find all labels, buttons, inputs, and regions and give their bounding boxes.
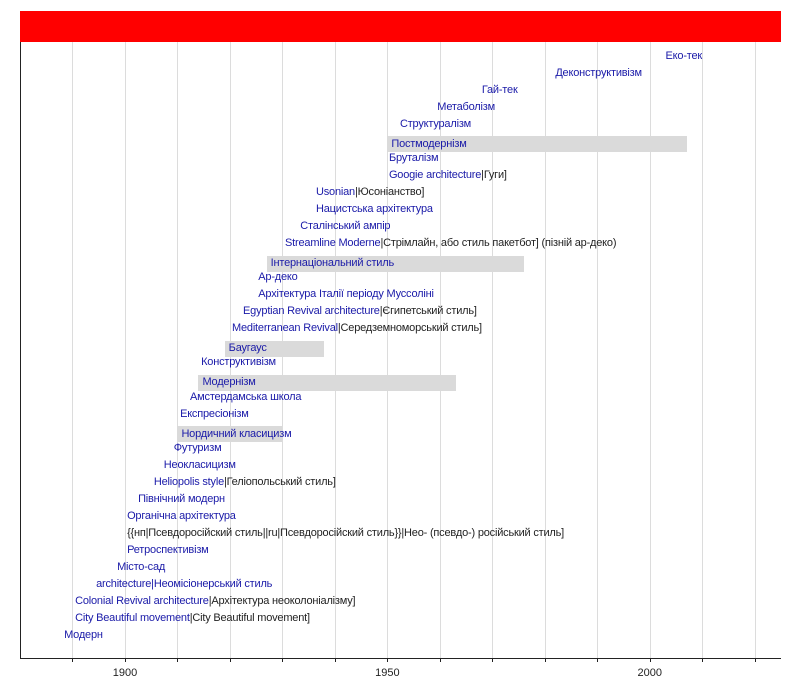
timeline-label: [300, 220, 390, 233]
style-link[interactable]: Egyptian Revival architecture: [243, 305, 380, 318]
style-link[interactable]: Інтернаціональний стиль: [270, 257, 394, 270]
timeline-label: [96, 578, 272, 591]
style-label-suffix: |Геліопольський стиль]: [224, 475, 336, 488]
style-link[interactable]: Нордичний класицизм: [181, 427, 292, 440]
tick-1960: [440, 658, 441, 662]
timeline-label: [437, 101, 495, 114]
tick-1990: [597, 658, 598, 662]
style-link[interactable]: Еко-тек: [665, 49, 703, 62]
style-link[interactable]: Конструктивізм: [201, 356, 276, 369]
tick-label-2000: 2000: [637, 667, 663, 679]
style-link[interactable]: Mediterranean Revival: [232, 322, 338, 335]
x-axis-line: [20, 658, 781, 659]
style-link[interactable]: Гай-тек: [481, 83, 518, 96]
timeline-label: [164, 459, 236, 472]
style-label-suffix: {{нп|Псевдоросійский стиль||ru|Псевдоросійский стиль}}|Нео- (псевдо-) російський стиль]: [127, 526, 565, 539]
style-link[interactable]: Ар-деко: [258, 271, 298, 284]
timeline-label: [389, 152, 438, 165]
tick-label-1950: 1950: [375, 667, 400, 679]
timeline-label: [271, 257, 394, 270]
timeline-label: [127, 544, 208, 557]
style-link[interactable]: Нацистська архітектура: [316, 202, 433, 215]
timeline-label: [229, 342, 267, 355]
timeline-label: [232, 322, 482, 335]
style-link[interactable]: Північний модерн: [138, 492, 225, 505]
style-link[interactable]: Heliopolis style: [153, 475, 224, 488]
timeline-label: [555, 67, 642, 80]
gridline-2020: [755, 42, 756, 658]
style-link[interactable]: Метаболізм: [437, 100, 495, 113]
gridline-1910: [177, 42, 178, 658]
style-link[interactable]: Colonial Revival architecture: [75, 595, 209, 608]
timeline-label: [316, 203, 433, 216]
tick-label-1900: 1900: [112, 667, 138, 679]
gridline-2000: [650, 42, 651, 658]
gridline-1940: [335, 42, 336, 658]
style-link[interactable]: Постмодернізм: [391, 137, 467, 150]
timeline-label: [127, 527, 564, 540]
tick-1900: [125, 658, 126, 662]
gridline-1890: [72, 42, 73, 658]
style-link[interactable]: architecture|Неомісіонерський стиль: [96, 578, 273, 591]
timeline-label: [127, 510, 236, 523]
style-link[interactable]: Usonian: [316, 185, 355, 198]
style-label-suffix: |Архітектура неоколоніалізму]: [208, 595, 356, 608]
gridline-1970: [492, 42, 493, 658]
timeline-label: [285, 237, 616, 250]
style-link[interactable]: Модерн: [64, 629, 103, 642]
timeline-label: [316, 186, 424, 199]
timeline-label: [666, 50, 703, 63]
style-link[interactable]: Експресіонізм: [180, 407, 249, 420]
tick-1890: [72, 658, 73, 662]
timeline-label: [180, 408, 249, 421]
style-label-suffix: |Єгипетський стиль]: [379, 305, 477, 318]
timeline-label: [64, 629, 103, 642]
style-link[interactable]: Структуралізм: [399, 117, 472, 130]
style-link[interactable]: City Beautiful movement: [75, 612, 190, 625]
timeline-label: [258, 271, 297, 284]
gridline-1960: [440, 42, 441, 658]
tick-2020: [755, 658, 756, 662]
style-label-suffix: |City Beautiful movement]: [189, 612, 310, 625]
style-link[interactable]: Баугаус: [228, 342, 267, 355]
style-link[interactable]: Амстердамська школа: [190, 390, 302, 403]
timeline-label: [202, 376, 255, 389]
tick-1940: [335, 658, 336, 662]
tick-2000: [650, 658, 651, 662]
style-label-suffix: |Юсоніанство]: [354, 185, 425, 198]
style-link[interactable]: Архітектура Італії періоду Муссоліні: [258, 288, 434, 301]
timeline-label: [75, 612, 310, 625]
timeline-label: [391, 138, 466, 151]
style-link[interactable]: Деконструктивізм: [555, 66, 642, 79]
style-label-suffix: |Стрімлайн, або стиль пакетбот] (пізній ар-деко): [380, 237, 617, 250]
style-link[interactable]: Органічна архітектура: [127, 509, 236, 522]
timeline-label: [201, 356, 276, 369]
timeline-label: [258, 288, 433, 301]
tick-1970: [492, 658, 493, 662]
tick-2010: [702, 658, 703, 662]
gridline-1980: [545, 42, 546, 658]
style-link[interactable]: Неокласицизм: [163, 458, 236, 471]
timeline-label: [482, 84, 518, 97]
gridline-1950: [387, 42, 388, 658]
timeline-label: [243, 305, 477, 318]
style-link[interactable]: Ретроспективізм: [127, 543, 209, 556]
y-axis-line: [20, 42, 21, 658]
style-label-suffix: |Гуги]: [481, 168, 507, 181]
timeline-label: [174, 442, 222, 455]
tick-1980: [545, 658, 546, 662]
style-link[interactable]: Googie architecture: [388, 168, 482, 181]
timeline-label: [389, 169, 507, 182]
header-bar: [20, 11, 781, 42]
style-link[interactable]: Футуризм: [173, 441, 222, 454]
style-link[interactable]: Бруталізм: [388, 151, 439, 164]
timeline-label: [181, 428, 291, 441]
gridline-2010: [702, 42, 703, 658]
tick-1920: [230, 658, 231, 662]
style-link[interactable]: Місто-сад: [117, 561, 166, 573]
style-link[interactable]: Модернізм: [202, 376, 256, 389]
timeline-label: [190, 391, 301, 404]
timeline-label: [75, 595, 355, 608]
style-label-suffix: |Середземноморський стиль]: [337, 322, 482, 335]
style-link[interactable]: Streamline Moderne: [285, 237, 381, 250]
timeline-label: [117, 561, 165, 574]
tick-1930: [282, 658, 283, 662]
tick-1950: [387, 658, 388, 662]
timeline-label: [154, 476, 336, 489]
style-link[interactable]: Сталінський ампір: [300, 220, 391, 232]
timeline-label: [138, 493, 225, 506]
timeline-label: [400, 118, 471, 131]
gridline-1990: [597, 42, 598, 658]
tick-1910: [177, 658, 178, 662]
